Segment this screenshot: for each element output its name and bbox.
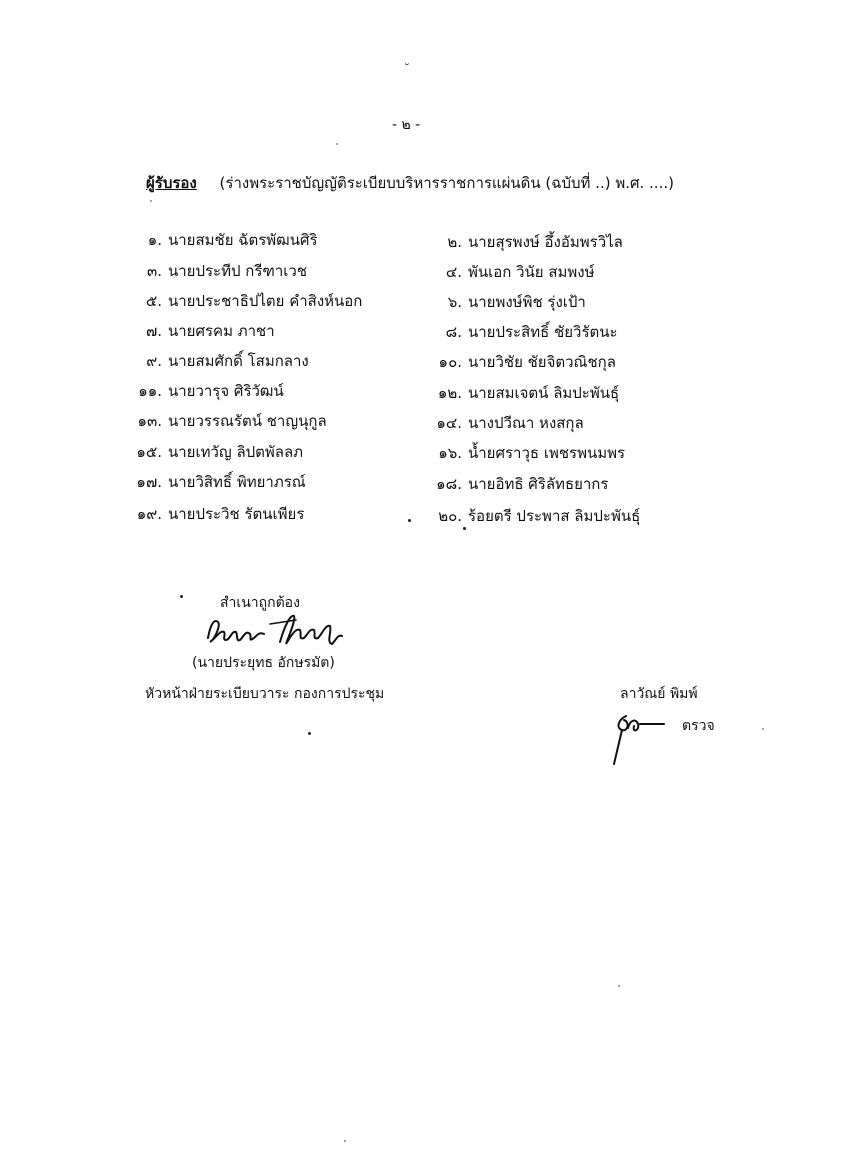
signer-row [412, 413, 584, 433]
signer-row [128, 230, 318, 250]
signer-row [128, 351, 309, 371]
signer-name: นายประสิทธิ์ ชัยวิรัตนะ [468, 323, 618, 341]
signer-name: นายวิสิทธิ์ พิทยาภรณ์ [168, 473, 306, 491]
checker-role: ตรวจ [682, 718, 715, 734]
signer-row [412, 474, 608, 494]
signer-row [128, 504, 304, 524]
signer-name: นายวารุจ ศิริวัฒน์ [168, 382, 284, 400]
signer-name: นายสมศักดิ์ โสมกลาง [168, 352, 309, 370]
scan-dot [408, 519, 411, 522]
signer-row [412, 383, 619, 403]
scan-speck [336, 143, 338, 145]
tick-mark: ˘ [404, 62, 410, 76]
signer-row [412, 232, 623, 252]
signer-number: ๑๐. [438, 353, 462, 371]
scan-dot [308, 732, 311, 735]
signer-name: นายสมชัย ฉัตรพัฒนศิริ [168, 231, 318, 249]
signer-name: ร้อยตรี ประพาส ลิมปะพันธุ์ [468, 507, 641, 525]
signer-name: นายประวิช รัตนเพียร [168, 505, 305, 523]
signer-number: ๑๑. [138, 382, 162, 400]
signer-row [412, 262, 595, 282]
signer-row [128, 291, 362, 311]
signer-name: นายสมเจตน์ ลิมปะพันธุ์ [468, 384, 620, 402]
signer-row [412, 292, 586, 312]
signer-number: ๔. [445, 263, 462, 281]
signer-number: ๗. [145, 322, 162, 340]
scan-speck [762, 728, 764, 730]
signer-number: ๑๒. [437, 384, 462, 402]
signer-row [412, 322, 618, 342]
signer-number: ๑๓. [137, 412, 162, 430]
signer-row [412, 506, 640, 526]
scan-speck [344, 1140, 346, 1142]
signer-name: นายเทวัญ ลิปตพัลลภ [168, 443, 304, 461]
scan-dot [180, 595, 183, 598]
heading-label: ผู้รับรอง [146, 174, 197, 192]
signer-name: นายศรคม ภาชา [168, 322, 275, 340]
signer-row [128, 321, 275, 341]
signer-number: ๒๐. [438, 507, 462, 525]
signer-row [128, 411, 327, 431]
signer-number: ๖. [447, 293, 462, 311]
signer-number: ๑๘. [436, 475, 462, 493]
signer-number: ๒. [447, 233, 462, 251]
signer-row [128, 381, 284, 401]
handwritten-signature [200, 608, 350, 658]
signer-name: นายอิทธิ ศิริลัทธยากร [468, 475, 609, 493]
scan-speck [618, 985, 620, 987]
signer-number: ๑๙. [136, 505, 162, 523]
signer-row [412, 443, 625, 463]
certified-copy-label: สำเนาถูกต้อง [220, 595, 300, 611]
certifier-name: (นายประยุทธ อักษรมัต) [192, 655, 335, 671]
signer-number: ๘. [445, 323, 462, 341]
signer-row [128, 261, 307, 281]
signer-number: ๓. [146, 262, 162, 280]
signer-name: น้ำยศราวุธ เพชรพนมพร [468, 444, 626, 462]
signer-number: ๑๕. [136, 443, 162, 461]
signer-name: นางปวีณา หงสกุล [468, 414, 584, 432]
signer-name: นายประทีป กรีฑาเวช [168, 262, 308, 280]
signer-name: นายพงษ์พิช รุ่งเป้า [468, 293, 586, 311]
checker-name: ลาวัณย์ พิมพ์ [620, 686, 698, 702]
checker-initials [608, 708, 678, 774]
page-number: - ๒ - [392, 117, 421, 133]
signer-row [128, 442, 303, 462]
signer-name: นายวิชัย ชัยจิตวณิชกุล [468, 353, 616, 371]
signer-number: ๑๗. [136, 473, 162, 491]
signer-name: พันเอก วินัย สมพงษ์ [468, 263, 595, 281]
signer-number: ๑๔. [436, 414, 462, 432]
scan-speck [150, 200, 152, 202]
signer-name: นายประชาธิปไตย คำสิงห์นอก [168, 292, 363, 310]
signer-number: ๑๖. [438, 444, 462, 462]
signer-row [128, 472, 306, 492]
certifier-position: หัวหน้าฝ่ายระเบียบวาระ กองการประชุม [145, 686, 385, 702]
signer-number: ๙. [146, 352, 162, 370]
signer-row [412, 352, 616, 372]
heading-row [146, 171, 674, 195]
signer-name: นายสุรพงษ์ อึ้งอัมพรวิไล [468, 233, 623, 251]
heading-title: (ร่างพระราชบัญญัติระเบียบบริหารราชการแผ่นดิน (ฉบับที่ ..) พ.ศ. ....) [219, 174, 674, 192]
signer-number: ๕. [145, 292, 162, 310]
signer-number: ๑. [147, 231, 162, 249]
signer-name: นายวรรณรัตน์ ชาญนุกูล [168, 412, 327, 430]
scan-dot [463, 527, 466, 530]
